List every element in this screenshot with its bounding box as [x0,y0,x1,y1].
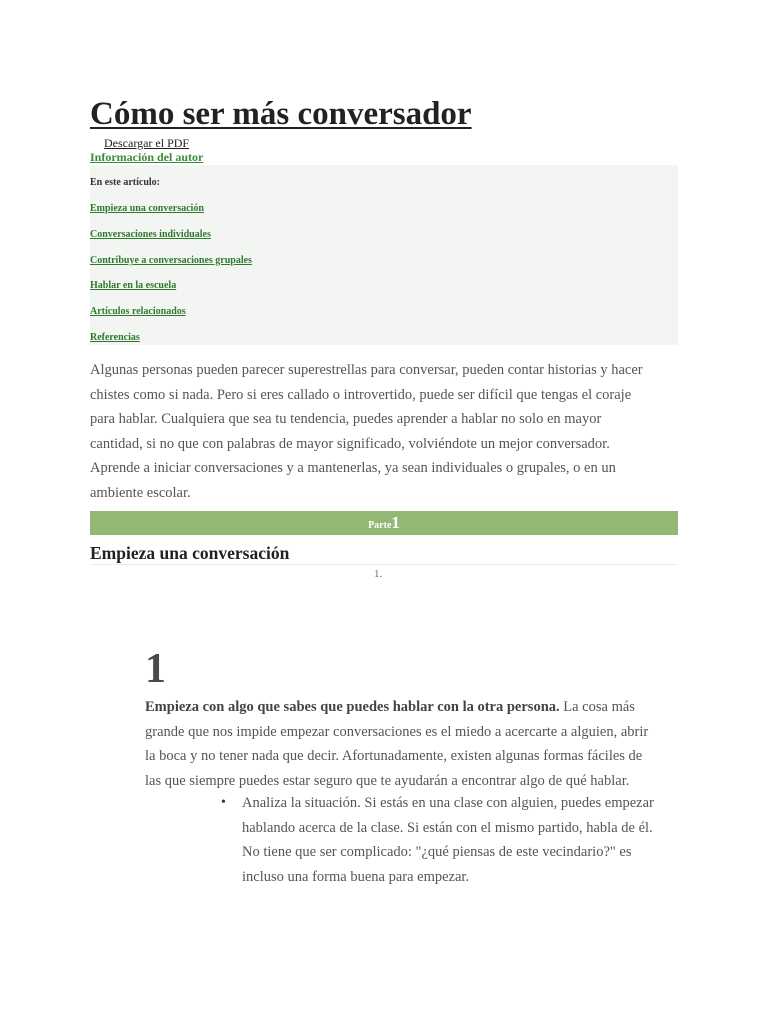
download-pdf-link[interactable]: Descargar el PDF [104,136,190,150]
toc-link-articulos-relacionados[interactable]: Artículos relacionados [90,306,186,317]
intro-line: ambiente escolar. [90,484,191,501]
toc-link-hablar-escuela[interactable]: Hablar en la escuela [90,280,177,291]
toc-link-empieza-conversacion[interactable]: Empieza una conversación [90,203,204,214]
author-info-link[interactable]: Información del autor [90,150,204,164]
bullet-line: Analiza la situación. Si estás en una clase con alguien, puedes empezar [242,795,654,811]
intro-line: Algunas personas pueden parecer superestrellas para conversar, pueden contar historias y hacer [90,362,643,378]
intro-line: Aprende a iniciar conversaciones y a mantenerlas, ya sean individuales o grupales, o en un [90,460,616,476]
toc-heading: En este artículo: [90,177,160,188]
bullet-line: incluso una forma buena para empezar. [242,868,470,885]
step-bullet-list [221,791,682,889]
bullet-line: hablando acerca de la clase. Si están con el mismo partido, habla de él. [242,819,653,836]
step-lead: Empieza con algo que sabes que puedes hablar con la otra persona. [145,699,560,715]
toc-link-referencias[interactable]: Referencias [90,332,140,343]
step-line: las que siempre puedes estar seguro que te ayudarán a encontrar algo de qué hablar. [145,772,630,789]
section-title: Empieza una conversación [90,543,290,563]
toc-link-conversaciones-grupales[interactable]: Contribuye a conversaciones grupales [90,255,252,266]
intro-line: chistes como si nada. Pero si eres callado o introvertido, puede ser difícil que tengas el coraje [90,386,632,403]
step-line: la boca y no tener nada que decir. Afortunadamente, existen algunas formas fáciles de [145,748,643,764]
step-paragraph [145,695,680,793]
bullet-icon: • [221,795,226,810]
part-number: 1 [391,513,400,532]
list-item [221,791,682,889]
intro-line: cantidad, si no que con palabras de mayor significado, volviéndote un mejor conversador. [90,435,610,452]
bullet-line: No tiene que ser complicado: "¿qué piensas de este vecindario?" es [242,844,632,860]
step-line: grande que nos impide empezar conversaciones es el miedo a acercarte a alguien, abrir [145,723,649,740]
part-banner [90,511,678,535]
section-divider [90,564,678,565]
page-title: Cómo ser más conversador [90,96,472,132]
step-index: 1. [374,568,383,580]
intro-paragraph [90,358,680,505]
toc-link-conversaciones-individuales[interactable]: Conversaciones individuales [90,229,211,240]
step-line: La cosa más [559,699,635,715]
step-number: 1 [145,646,166,692]
table-of-contents [90,165,678,345]
intro-line: para hablar. Cualquiera que sea tu tendencia, puedes aprender a hablar no solo en mayor [90,411,602,427]
part-label: Parte [368,520,392,531]
